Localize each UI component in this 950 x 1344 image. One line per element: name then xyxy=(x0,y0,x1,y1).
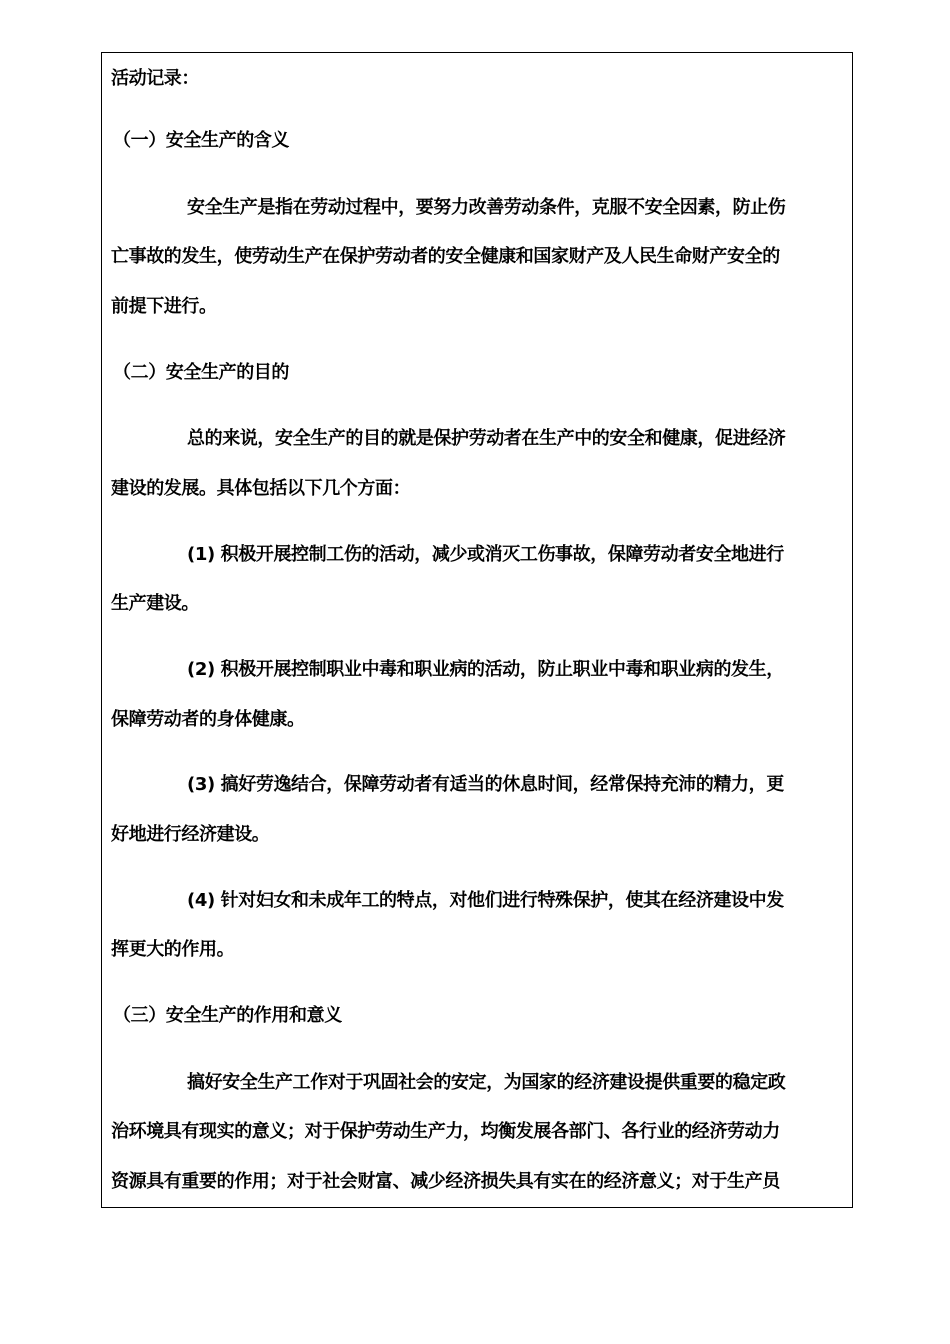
section-2-item-3-line-1: (3) 搞好劳逸结合，保障劳动者有适当的休息时间，经常保持充沛的精力，更 xyxy=(187,774,784,795)
section-2-item-3-line-2: 好地进行经济建设。 xyxy=(111,824,270,845)
record-label: 活动记录： xyxy=(111,68,199,89)
section-2-item-4-line-2: 挥更大的作用。 xyxy=(111,939,235,960)
section-2-intro-line-1: 总的来说，安全生产的目的就是保护劳动者在生产中的安全和健康，促进经济 xyxy=(187,428,786,449)
section-3-text-line-1: 搞好安全生产工作对于巩固社会的安定，为国家的经济建设提供重要的稳定政 xyxy=(187,1072,786,1093)
section-3-text-line-3: 资源具有重要的作用；对于社会财富、减少经济损失具有实在的经济意义；对于生产员 xyxy=(111,1171,780,1192)
section-2-heading: （二）安全生产的目的 xyxy=(113,362,289,383)
section-3-heading: （三）安全生产的作用和意义 xyxy=(113,1005,342,1026)
section-2-item-1-line-1: (1) 积极开展控制工伤的活动，减少或消灭工伤事故，保障劳动者安全地进行 xyxy=(187,544,784,565)
section-2-item-2-line-1: (2) 积极开展控制职业中毒和职业病的活动，防止职业中毒和职业病的发生， xyxy=(187,659,784,680)
activity-record-box xyxy=(101,52,853,1208)
section-2-item-4-line-1: (4) 针对妇女和未成年工的特点，对他们进行特殊保护，使其在经济建设中发 xyxy=(187,890,784,911)
section-1-text-line-1: 安全生产是指在劳动过程中，要努力改善劳动条件，克服不安全因素，防止伤 xyxy=(187,197,786,218)
section-2-intro-line-2: 建设的发展。具体包括以下几个方面： xyxy=(111,478,411,499)
section-3-text-line-2: 治环境具有现实的意义；对于保护劳动生产力，均衡发展各部门、各行业的经济劳动力 xyxy=(111,1121,780,1142)
section-2-item-2-line-2: 保障劳动者的身体健康。 xyxy=(111,709,305,730)
section-1-text-line-3: 前提下进行。 xyxy=(111,296,217,317)
section-2-item-1-line-2: 生产建设。 xyxy=(111,593,199,614)
section-1-heading: （一）安全生产的含义 xyxy=(113,130,289,151)
section-1-text-line-2: 亡事故的发生，使劳动生产在保护劳动者的安全健康和国家财产及人民生命财产安全的 xyxy=(111,246,780,267)
